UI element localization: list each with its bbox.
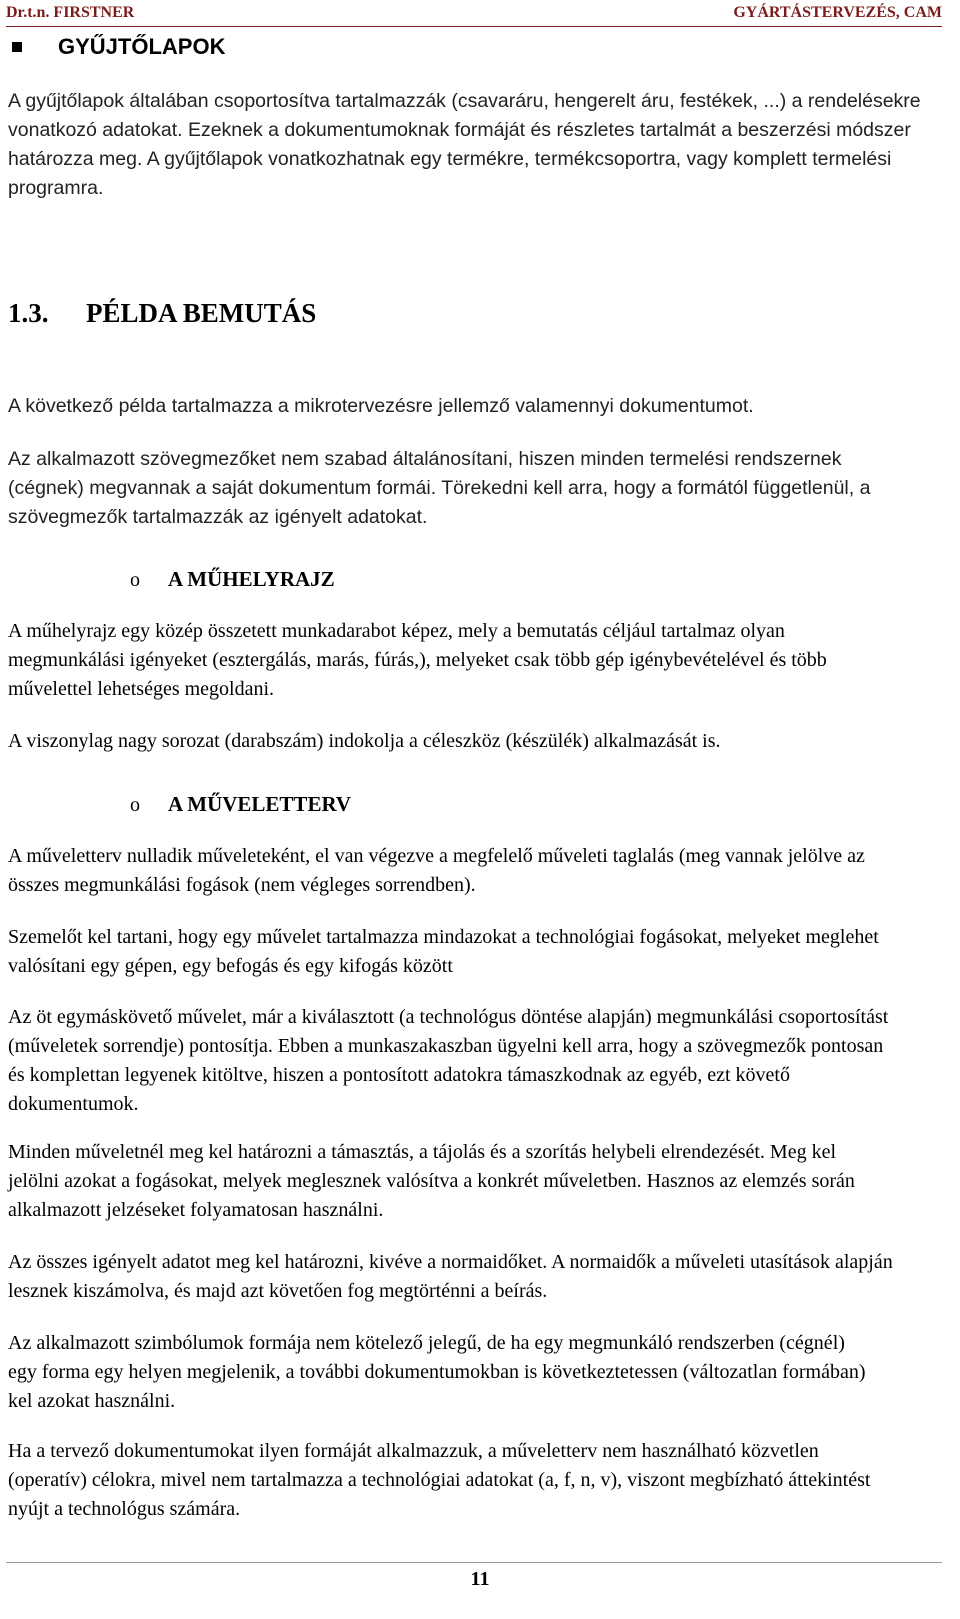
section-title: GYŰJTŐLAPOK (58, 34, 226, 59)
paragraph: Az öt egymáskövető művelet, már a kiválasztott (a technológus döntése alapján) megmunkálási csoportosítást (műveletek sorrendje) pontosítja. Ebben a munkaszakaszban ügyelni kell arra, hogy a szövegmezők pontosan és komplettan legyenek kitöltve, hiszen a pontosított adatokra támaszkodnak az egyéb, ezt követő dokumentumok. (8, 1006, 889, 1115)
paragraph: Az alkalmazott szimbólumok formája nem kötelező jelegű, de ha egy megmunkáló rendszerben (cégnél) egy forma egy helyen megjelenik, a további dokumentumokban is következtetessen (változatlan formában) kel azokat használni. (8, 1332, 866, 1412)
section-heading-muhelyrajz (130, 567, 335, 592)
page-number: 11 (470, 1568, 490, 1590)
section-heading-pelda (8, 298, 316, 329)
paragraph: Ha a tervező dokumentumokat ilyen formáját alkalmazzuk, a műveletterv nem használható közvetlen (operatív) célokra, mivel nem tartalmazza a technológiai adatokat (a, f, n, v), viszont megbízható áttekintést nyújt a technológus számára. (8, 1440, 871, 1520)
paragraph: A következő példa tartalmazza a mikrotervezésre jellemző valamennyi dokumentumot. (8, 395, 754, 417)
header-course: GYÁRTÁSTERVEZÉS, CAM (733, 4, 942, 21)
section-title: A MŰHELYRAJZ (168, 567, 335, 591)
header-rule (6, 26, 942, 27)
footer-rule (6, 1562, 942, 1563)
section-number: 1.3. (8, 298, 49, 328)
paragraph: Minden műveletnél meg kel határozni a támasztás, a tájolás és a szorítás helybeli elrendezését. Meg kel jelölni azokat a fogásokat, melyek meglesznek valósítva a konkrét műveletben. Hasznos az elemzés során alkalmazott jelzéseket folyamatosan használni. (8, 1141, 855, 1221)
page-header (6, 4, 942, 26)
paragraph: A gyűjtőlapok általában csoportosítva tartalmazzák (csavaráru, hengerelt áru, festékek, ...) a rendelésekre vonatkozó adatokat. Ezeknek a dokumentumoknak formáját és részletes tartalmát a beszerzési módszer határozza meg. A gyűjtőlapok vonatkozhatnak egy termékre, termékcsoportra, vagy komplett termelési programra. (8, 90, 921, 199)
paragraph: A műhelyrajz egy közép összetett munkadarabot képez, mely a bemutatás céljául tartalmaz olyan megmunkálási igényeket (esztergálás, marás, fúrás,), melyeket csak több gép igénybevételével és több művelettel lehetséges megoldani. (8, 620, 827, 700)
paragraph: Az alkalmazott szövegmezőket nem szabad általánosítani, hiszen minden termelési rendszernek (cégnek) megvannak a saját dokumentum formái. Törekedni kell arra, hogy a formától függetlenül, a szövegmezők tartalmazzák az igényelt adatokat. (8, 448, 871, 528)
square-bullet-icon (12, 42, 22, 52)
section-heading-gyujtolapok (12, 34, 225, 60)
section-title: PÉLDA BEMUTÁS (86, 298, 317, 328)
paragraph: Szemelőt kel tartani, hogy egy művelet tartalmazza mindazokat a technológiai fogásokat, melyeket meglehet valósítani egy gépen, egy befogás és egy kifogás között (8, 926, 879, 977)
paragraph: A viszonylag nagy sorozat (darabszám) indokolja a céleszköz (készülék) alkalmazását is. (8, 730, 721, 752)
bullet-o: o (130, 569, 140, 591)
paragraph: Az összes igényelt adatot meg kel határozni, kivéve a normaidőket. A normaidők a műveleti utasítások alapján lesznek kiszámolva, és majd azt követően fog megtörténni a beírás. (8, 1251, 893, 1302)
section-title: A MŰVELETTERV (168, 792, 352, 816)
bullet-o: o (130, 794, 140, 816)
header-author: Dr.t.n. FIRSTNER (6, 4, 135, 21)
paragraph: A műveletterv nulladik műveleteként, el van végezve a megfelelő műveleti taglalás (meg vannak jelölve az összes megmunkálási fogások (nem végleges sorrendben). (8, 845, 865, 896)
section-heading-muveletterv (130, 792, 351, 817)
